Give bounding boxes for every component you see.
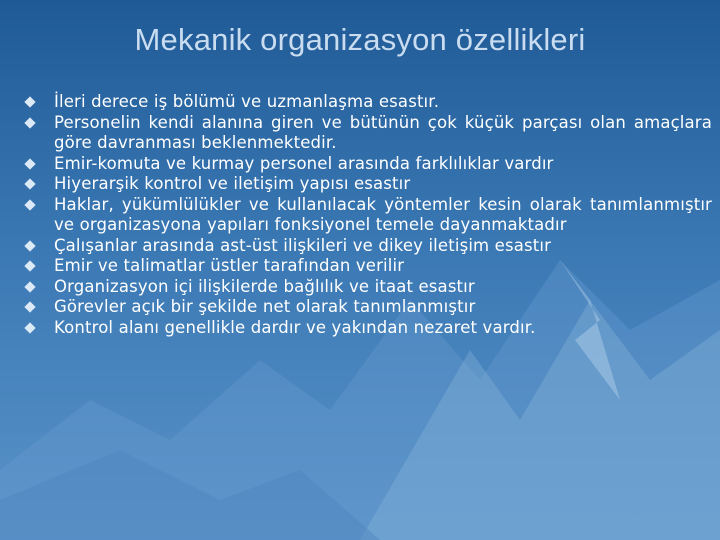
slide-title: Mekanik organizasyon özellikleri: [134, 22, 586, 57]
diamond-bullet-icon: [24, 199, 35, 210]
bullet-item: [22, 113, 712, 154]
diamond-bullet-icon: [24, 260, 35, 271]
bullet-item: [22, 236, 712, 257]
bullet-text: Emir ve talimatlar üstler tarafından verilir: [54, 256, 405, 275]
diamond-bullet-icon: [24, 322, 35, 333]
bullet-text: Haklar, yükümlülükler ve kullanılacak yöntemler kesin olarak tanımlanmıştır ve organizasyona yapıları fonksiyonel temele dayanmaktadır: [54, 194, 712, 234]
bullet-item: [22, 318, 712, 339]
diamond-bullet-icon: [24, 96, 35, 107]
bullet-text: Emir-komuta ve kurmay personel arasında farklılıklar vardır: [54, 153, 554, 173]
bullet-text: Çalışanlar arasında ast-üst ilişkileri ve dikey iletişim esastır: [54, 235, 552, 255]
bullet-item: [22, 256, 712, 277]
bullet-item: [22, 174, 712, 195]
bullet-item: [22, 277, 712, 298]
bullet-item: [22, 154, 712, 175]
bullet-text: Kontrol alanı genellikle dardır ve yakından nezaret vardır.: [54, 317, 536, 337]
bullet-item: [22, 297, 712, 318]
diamond-bullet-icon: [24, 301, 35, 312]
diamond-bullet-icon: [24, 281, 35, 292]
bullet-text: Organizasyon içi ilişkilerde bağlılık ve itaat esastır: [54, 276, 475, 296]
diamond-bullet-icon: [24, 117, 35, 128]
bullet-list: [22, 92, 712, 338]
bullet-item: [22, 92, 712, 113]
bullet-text: Personelin kendi alanına giren ve bütünün çok küçük parçası olan amaçlara göre davranması beklenmektedir.: [54, 112, 712, 152]
diamond-bullet-icon: [24, 158, 35, 169]
bullet-text: İleri derece iş bölümü ve uzmanlaşma esastır.: [54, 92, 440, 111]
diamond-bullet-icon: [24, 178, 35, 189]
bullet-item: [22, 195, 712, 236]
diamond-bullet-icon: [24, 240, 35, 251]
bullet-text: Görevler açık bir şekilde net olarak tanımlanmıştır: [54, 297, 476, 316]
bullet-text: Hiyerarşik kontrol ve iletişim yapısı esastır: [54, 174, 411, 193]
